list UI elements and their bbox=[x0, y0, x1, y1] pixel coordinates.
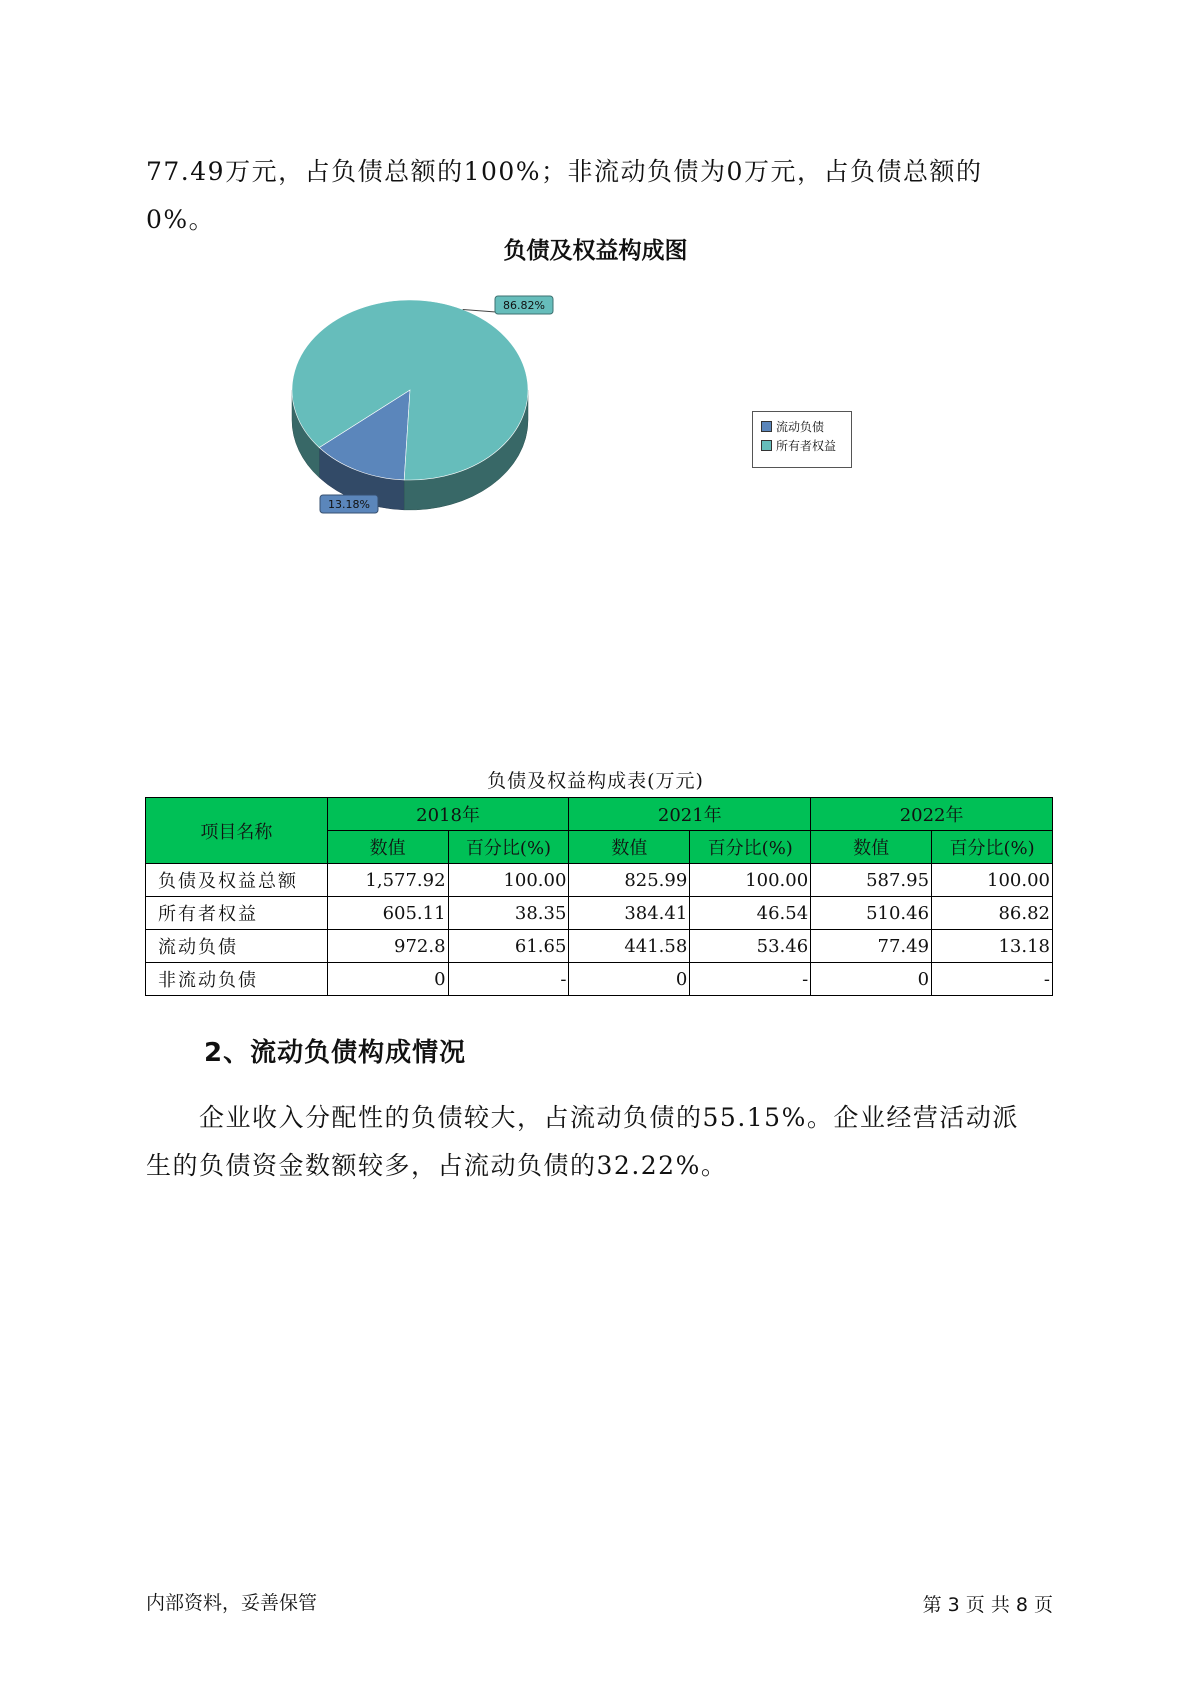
cell: 86.82 bbox=[932, 897, 1053, 930]
legend-item-owners-equity bbox=[761, 436, 851, 455]
footer-page-number: 第 3 页 共 8 页 bbox=[922, 1594, 1053, 1616]
cell: 100.00 bbox=[932, 864, 1053, 897]
footer-confidential: 内部资料，妥善保管 bbox=[146, 1592, 318, 1614]
pie-chart bbox=[290, 290, 590, 550]
header-year: 2022年 bbox=[811, 798, 1053, 831]
intro-text: 77.49万元，占负债总额的100%；非流动负债为0万元，占负债总额的0%。 bbox=[146, 157, 983, 234]
row-name: 非流动负债 bbox=[146, 963, 328, 996]
legend-swatch bbox=[761, 421, 772, 432]
cell: 510.46 bbox=[811, 897, 932, 930]
data-label: 13.18% bbox=[328, 498, 370, 511]
chart-legend bbox=[752, 411, 852, 468]
data-label: 86.82% bbox=[503, 299, 545, 312]
section-heading: 2、流动负债构成情况 bbox=[204, 1038, 467, 1068]
header-value: 数值 bbox=[811, 831, 932, 864]
cell: 61.65 bbox=[448, 930, 569, 963]
cell: 46.54 bbox=[690, 897, 811, 930]
header-value: 数值 bbox=[327, 831, 448, 864]
cell: 13.18 bbox=[932, 930, 1053, 963]
header-value: 数值 bbox=[569, 831, 690, 864]
header-percent: 百分比(%) bbox=[448, 831, 569, 864]
cell: 1,577.92 bbox=[327, 864, 448, 897]
table-row bbox=[146, 930, 1053, 963]
cell: 0 bbox=[327, 963, 448, 996]
table-row bbox=[146, 897, 1053, 930]
header-item-name: 项目名称 bbox=[146, 798, 328, 864]
cell: 53.46 bbox=[690, 930, 811, 963]
cell: 0 bbox=[569, 963, 690, 996]
cell: 441.58 bbox=[569, 930, 690, 963]
legend-item-current-liabilities bbox=[761, 417, 851, 436]
cell: 605.11 bbox=[327, 897, 448, 930]
header-year: 2021年 bbox=[569, 798, 811, 831]
table-caption: 负债及权益构成表(万元) bbox=[487, 770, 704, 792]
cell: 100.00 bbox=[448, 864, 569, 897]
cell: 38.35 bbox=[448, 897, 569, 930]
cell: 77.49 bbox=[811, 930, 932, 963]
cell: 972.8 bbox=[327, 930, 448, 963]
cell: 0 bbox=[811, 963, 932, 996]
cell: 825.99 bbox=[569, 864, 690, 897]
header-percent: 百分比(%) bbox=[932, 831, 1053, 864]
cell: - bbox=[932, 963, 1053, 996]
cell: - bbox=[690, 963, 811, 996]
balance-table bbox=[145, 797, 1053, 996]
cell: 587.95 bbox=[811, 864, 932, 897]
header-percent: 百分比(%) bbox=[690, 831, 811, 864]
header-year: 2018年 bbox=[327, 798, 569, 831]
cell: 384.41 bbox=[569, 897, 690, 930]
row-name: 负债及权益总额 bbox=[146, 864, 328, 897]
body-line: 生的负债资金数额较多，占流动负债的32.22%。 bbox=[146, 1151, 728, 1180]
row-name: 所有者权益 bbox=[146, 897, 328, 930]
cell: 100.00 bbox=[690, 864, 811, 897]
cell: - bbox=[448, 963, 569, 996]
body-line: 企业收入分配性的负债较大，占流动负债的55.15%。企业经营活动派 bbox=[146, 1103, 1019, 1132]
table-row bbox=[146, 963, 1053, 996]
legend-swatch bbox=[761, 440, 772, 451]
row-name: 流动负债 bbox=[146, 930, 328, 963]
legend-label: 流动负债 bbox=[776, 420, 825, 434]
legend-label: 所有者权益 bbox=[776, 439, 837, 453]
chart-title: 负债及权益构成图 bbox=[503, 238, 688, 264]
table-row bbox=[146, 864, 1053, 897]
